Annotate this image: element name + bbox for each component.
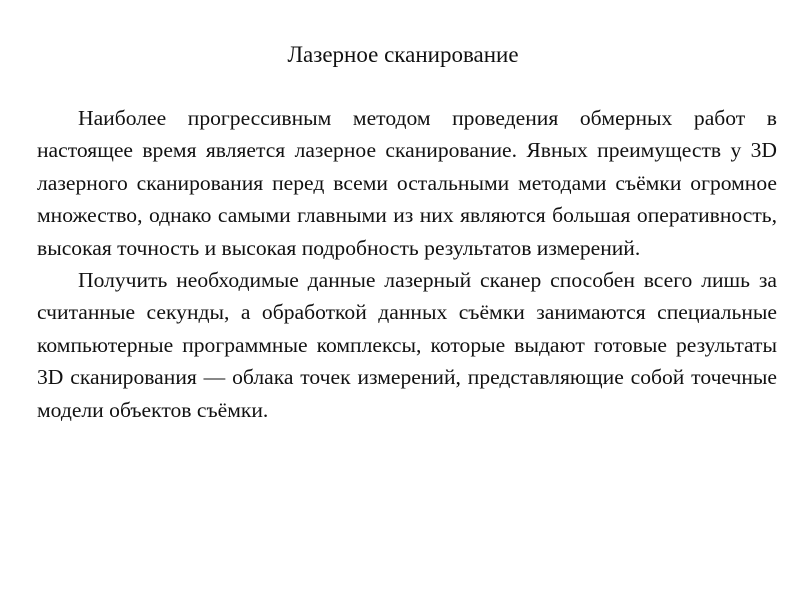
paragraph-2: Получить необходимые данные лазерный сканер способен всего лишь за считанные секунды, а обработкой данных съёмки занимаются специальные компьютерные программные комплексы, которые выдают готовые результаты 3D сканирования — облака точек измерений, представляющие собой точечные модели объектов съёмки. [37, 268, 777, 422]
paragraph-1: Наиболее прогрессивным методом проведения обмерных работ в настоящее время является лазерное сканирование. Явных преимуществ у 3D лазерного сканирования перед всеми остальными методами съёмки огромное множество, однако самыми главными из них являются большая оперативность, высокая точность и высокая подробность результатов измерений. [37, 106, 777, 260]
slide-title: Лазерное сканирование [287, 42, 519, 67]
slide-body [37, 102, 777, 426]
